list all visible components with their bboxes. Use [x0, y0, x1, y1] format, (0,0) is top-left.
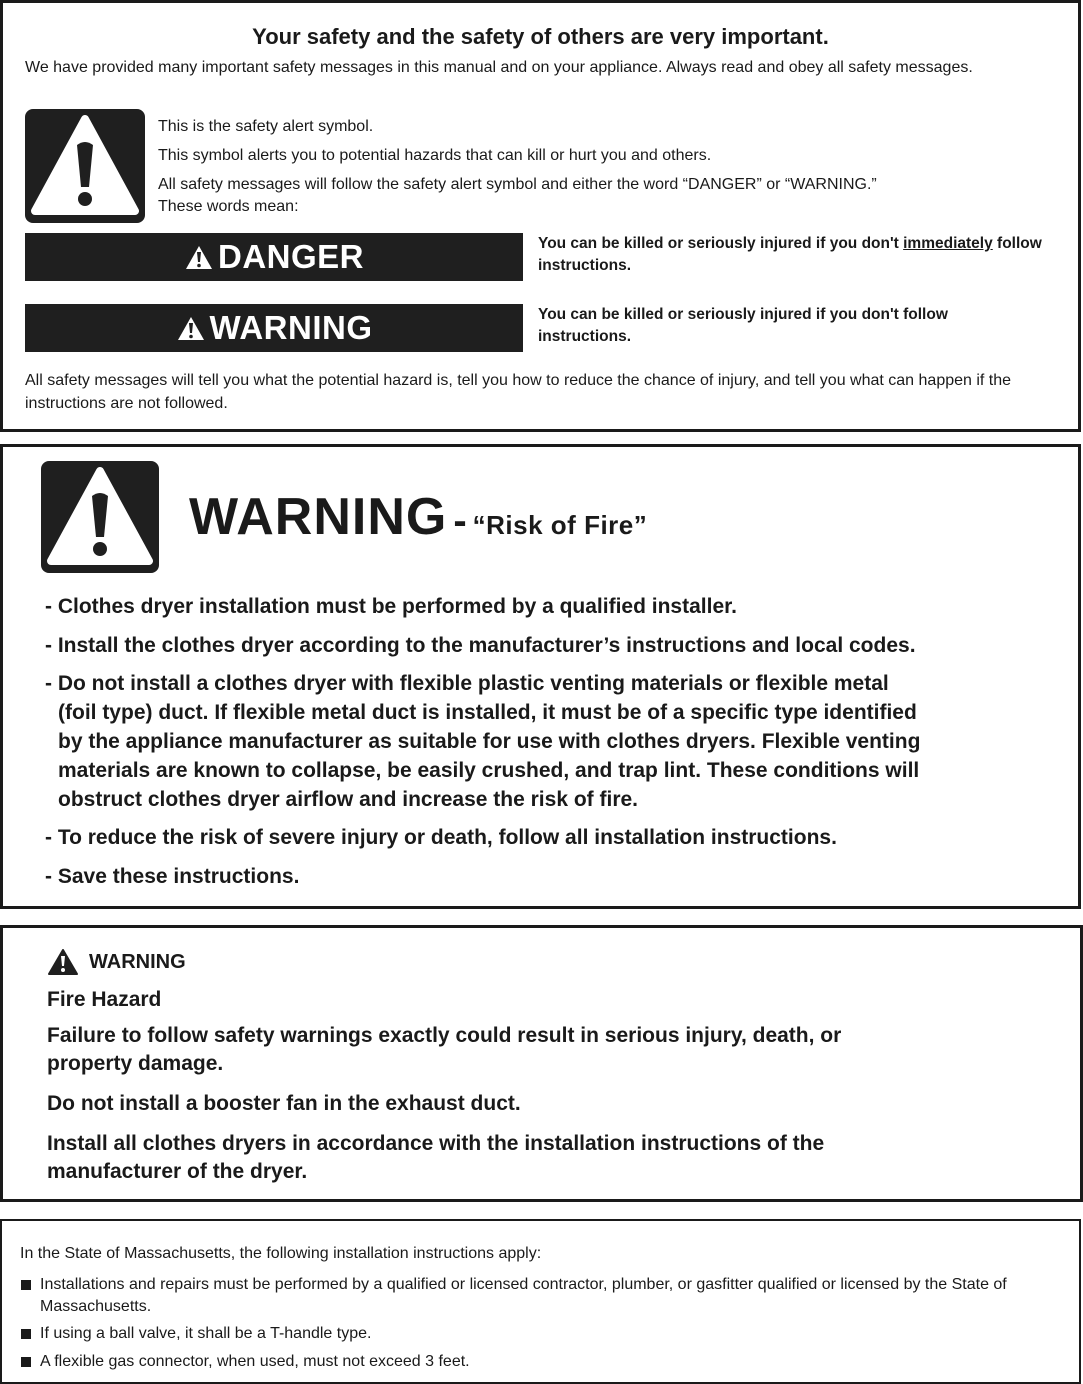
fire-item: - Install the clothes dryer according to the manufacturer’s instructions and local codes. [45, 634, 916, 657]
bullet-square-icon [21, 1280, 31, 1290]
bullet-text: Installations and repairs must be performed by a qualified or licensed contractor, plumber, or gasfitter qualified or licensed by the State of Massachusetts. [40, 1276, 1007, 1315]
symbol-line-3: All safety messages will follow the safety alert symbol and either the word “DANGER” or “WARNING.” [158, 176, 877, 193]
warning-description: You can be killed or seriously injured if you don't follow instructions. [538, 306, 948, 345]
safety-intro-box [0, 0, 1081, 432]
safety-intro-text: We have provided many important safety messages in this manual and on your appliance. Always read and obey all safety messages. [25, 59, 973, 76]
fire-item: - Save these instructions. [45, 865, 300, 888]
fire-hazard-box [0, 925, 1083, 1202]
massachusetts-bullet [20, 1274, 1060, 1318]
bullet-text: A flexible gas connector, when used, must not exceed 3 feet. [40, 1353, 470, 1370]
symbol-line-2: This symbol alerts you to potential hazards that can kill or hurt you and others. [158, 147, 712, 164]
fire-item-continued: (foil type) duct. If flexible metal duct is installed, it must be of a specific type identified [58, 701, 917, 724]
risk-of-fire-heading [189, 487, 647, 547]
danger-desc-emphasis: immediately [903, 235, 993, 252]
fire-hazard-title: Fire Hazard [47, 988, 162, 1011]
safety-alert-icon [25, 109, 145, 223]
fire-item-continued: obstruct clothes dryer airflow and increase the risk of fire. [58, 788, 639, 811]
danger-desc-part: You can be killed or seriously injured if you don't [538, 235, 904, 252]
fire-hazard-warning-label [47, 948, 186, 976]
bullet-square-icon [21, 1357, 31, 1367]
massachusetts-bullet [20, 1323, 1060, 1345]
massachusetts-box [0, 1219, 1081, 1384]
safety-alert-icon [41, 461, 159, 573]
fire-item: - Clothes dryer installation must be performed by a qualified installer. [45, 595, 737, 618]
symbol-line-4: These words mean: [158, 198, 299, 215]
bullet-square-icon [21, 1329, 31, 1339]
safety-alert-icon [47, 948, 79, 976]
safety-outro-text: All safety messages will tell you what the potential hazard is, tell you how to reduce the chance of injury, and tell you what can happen if the instructions are not followed. [25, 372, 1012, 412]
danger-description [538, 233, 1068, 277]
fire-hazard-p1: Failure to follow safety warnings exactly could result in serious injury, death, or property damage. [47, 1024, 842, 1075]
warning-label: WARNING [209, 309, 373, 346]
fire-item-continued: materials are known to collapse, be easily crushed, and trap lint. These conditions will [58, 759, 920, 782]
danger-banner [25, 233, 523, 281]
safety-title: Your safety and the safety of others are very important. [252, 24, 829, 49]
heading-risk-of-fire: “Risk of Fire” [472, 510, 648, 540]
safety-alert-icon [176, 315, 206, 342]
symbol-line-1: This is the safety alert symbol. [158, 118, 374, 135]
massachusetts-bullet [20, 1351, 1060, 1373]
risk-of-fire-box [0, 444, 1081, 909]
safety-alert-icon [184, 244, 214, 271]
fire-hazard-p3: Install all clothes dryers in accordance with the installation instructions of the manufacturer of the dryer. [47, 1132, 825, 1183]
heading-warning-word: WARNING [189, 488, 448, 546]
bullet-text: If using a ball valve, it shall be a T-handle type. [40, 1325, 372, 1342]
fire-item: - To reduce the risk of severe injury or death, follow all installation instructions. [45, 826, 837, 849]
danger-label: DANGER [217, 238, 364, 275]
fire-item-continued: by the appliance manufacturer as suitable for use with clothes dryers. Flexible venting [58, 730, 921, 753]
warning-word: WARNING [89, 950, 186, 973]
massachusetts-intro: In the State of Massachusetts, the following installation instructions apply: [20, 1245, 542, 1262]
warning-banner [25, 304, 523, 352]
fire-item: - Do not install a clothes dryer with flexible plastic venting materials or flexible metal [45, 672, 889, 695]
danger-desc-part: follow instructions. [538, 235, 1042, 274]
fire-hazard-p2: Do not install a booster fan in the exhaust duct. [47, 1092, 521, 1115]
heading-dash: - [453, 499, 467, 543]
